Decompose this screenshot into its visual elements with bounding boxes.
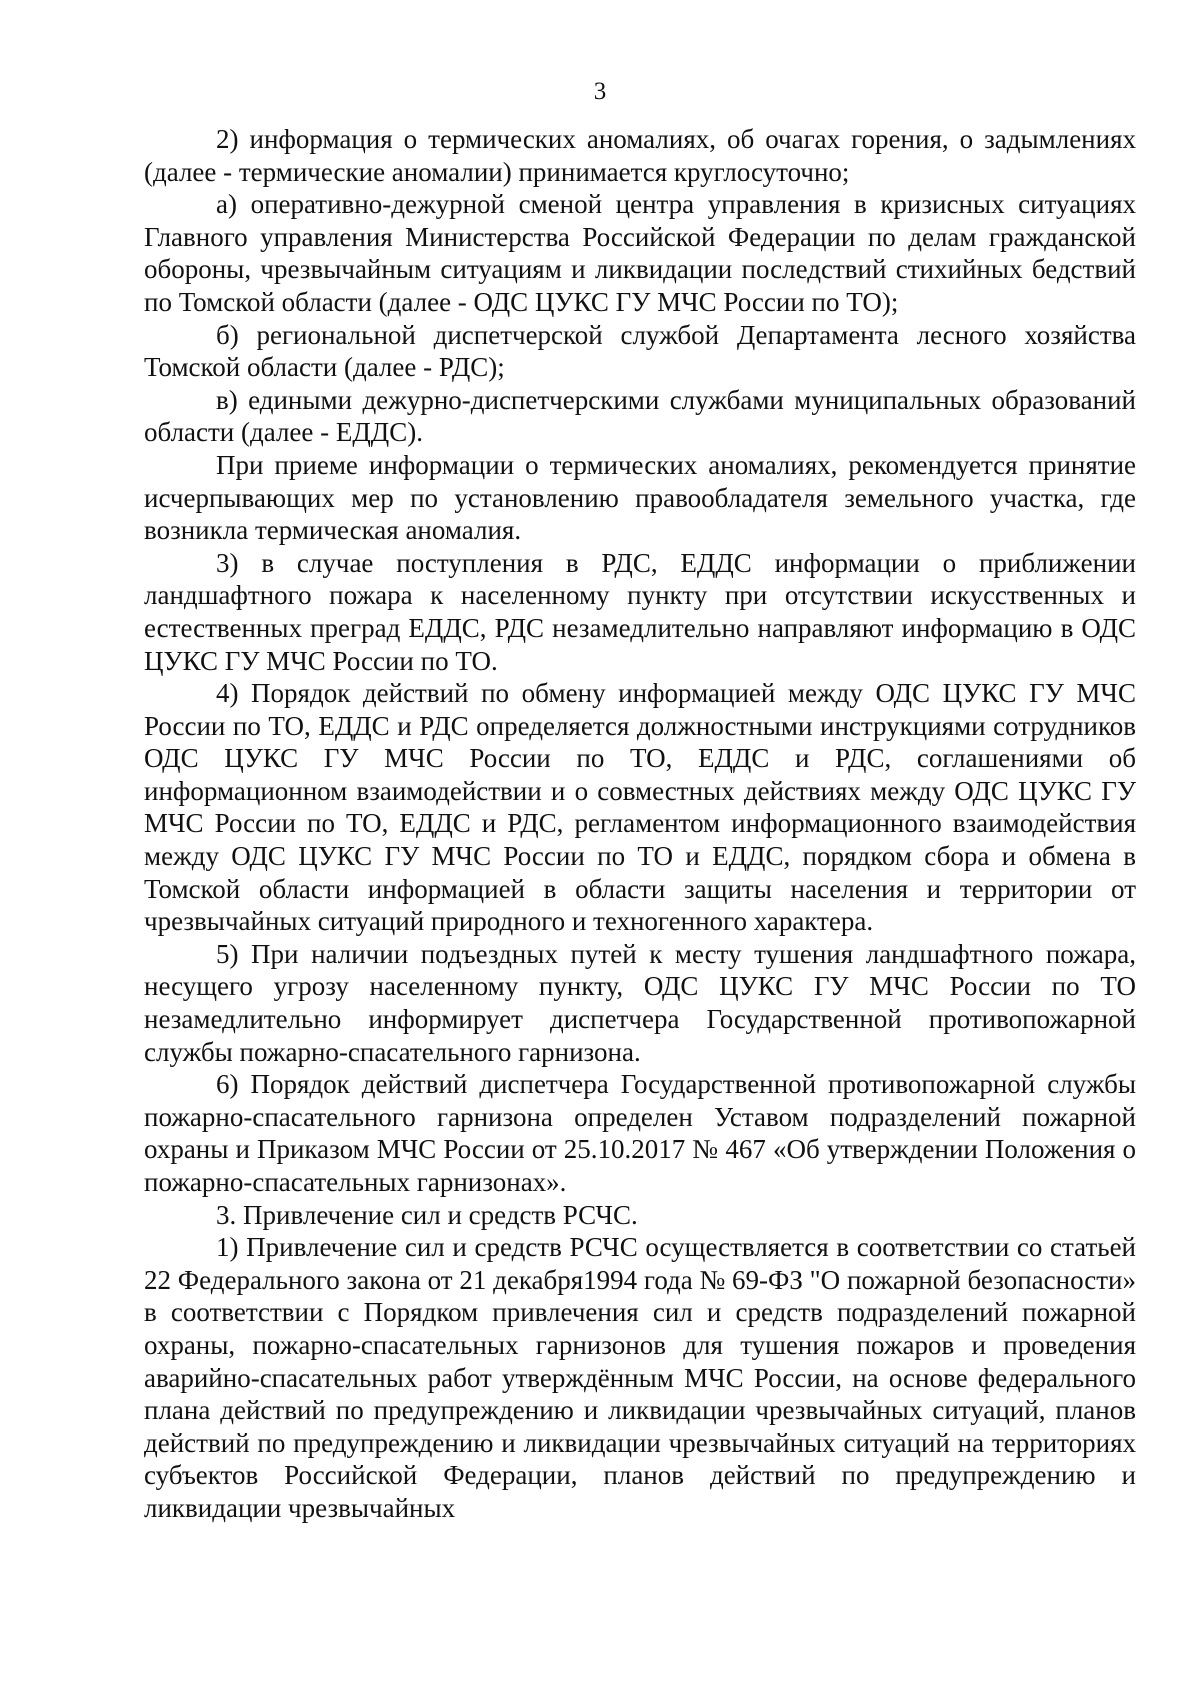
paragraph-item-6: 6) Порядок действий диспетчера Государственной противопожарной службы пожарно-спасательного гарнизона определен Уставом подразделений пожарной охраны и Приказом МЧС России от 25.10.2017 № 467 «Об утверждении Положения о пожарно-спасательных гарнизонах». xyxy=(144,1069,1136,1197)
paragraph-item-5: 5) При наличии подъездных путей к месту тушения ландшафтного пожара, несущего угрозу населенному пункту, ОДС ЦУКС ГУ МЧС России по ТО незамедлительно информирует диспетчера Государственной противопожарной службы пожарно-спасательного гарнизона. xyxy=(144,938,1136,1067)
paragraph-subitem-b: б) региональной диспетчерской службой Департамента лесного хозяйства Томской области (далее - РДС); xyxy=(144,319,1136,383)
paragraph-item-4: 4) Порядок действий по обмену информацией между ОДС ЦУКС ГУ МЧС России по ТО, ЕДДС и РДС определяется должностными инструкциями сотрудников ОДС ЦУКС ГУ МЧС России по ТО, ЕДДС и РДС, соглашениями об информационном взаимодействии и о совместных действиях между ОДС ЦУКС ГУ МЧС России по ТО, ЕДДС и РДС, регламентом информационного взаимодействия между ОДС ЦУКС ГУ МЧС России по ТО и ЕДДС, порядком сбора и обмена в Томской области информацией в области защиты населения и территории от чрезвычайных ситуаций природного и техногенного характера. xyxy=(144,678,1136,937)
section-heading-3: 3. Привлечение сил и средств РСЧС. xyxy=(216,1199,638,1230)
paragraph-item-2: 2) информация о термических аномалиях, об очагах горения, о задымлениях (далее - термические аномалии) принимается круглосуточно; xyxy=(144,124,1136,187)
document-body xyxy=(144,123,1136,1525)
paragraph-item-3: 3) в случае поступления в РДС, ЕДДС информации о приближении ландшафтного пожара к населенному пункту при отсутствии искусственных и естественных преград ЕДДС, РДС незамедлительно направляют информацию в ОДС ЦУКС ГУ МЧС России по ТО. xyxy=(144,547,1136,676)
paragraph-subitem-v: в) едиными дежурно-диспетчерскими службами муниципальных образований области (далее - ЕДДС). xyxy=(144,384,1136,448)
paragraph-section3-item-1: 1) Привлечение сил и средств РСЧС осуществляется в соответствии со статьей 22 Федерального закона от 21 декабря1994 года № 69-ФЗ "О пожарной безопасности» в соответствии с Порядком привлечения сил и средств подразделений пожарной охраны, пожарно-спасательных гарнизонов для тушения пожаров и проведения аварийно-спасательных работ утверждённым МЧС России, на основе федерального плана действий по предупреждению и ликвидации чрезвычайных ситуаций, планов действий по предупреждению и ликвидации чрезвычайных ситуаций на территориях субъектов Российской Федерации, планов действий по предупреждению и ликвидации чрезвычайных xyxy=(144,1232,1136,1523)
paragraph-thermal-note: При приеме информации о термических аномалиях, рекомендуется принятие исчерпывающих мер по установлению правообладателя земельного участка, где возникла термическая аномалия. xyxy=(144,449,1136,546)
page-number: 3 xyxy=(593,78,607,105)
paragraph-subitem-a: а) оперативно-дежурной сменой центра управления в кризисных ситуациях Главного управления Министерства Российской Федерации по делам гражданской обороны, чрезвычайным ситуациям и ликвидации последствий стихийных бедствий по Томской области (далее - ОДС ЦУКС ГУ МЧС России по ТО); xyxy=(144,189,1136,317)
